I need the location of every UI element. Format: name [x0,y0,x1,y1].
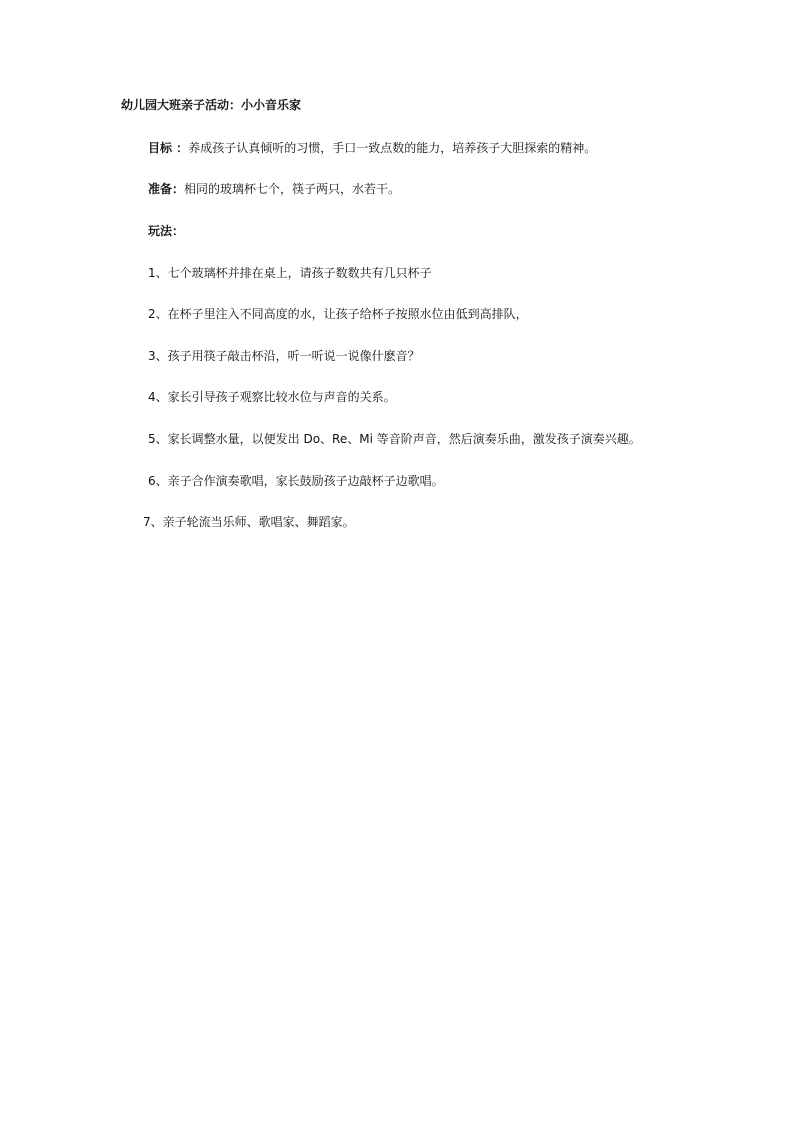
step-item: 6、亲子合作演奏歌唱，家长鼓励孩子边敲杯子边歌唱。 [148,474,444,488]
step-item: 5、家长调整水量，以便发出 Do、Re、Mi 等音阶声音，然后演奏乐曲，激发孩子演奏兴趣。 [148,432,641,446]
step-item: 3、孩子用筷子敲击杯沿，听一听说一说像什麽音？ [148,349,420,363]
goal-text: 养成孩子认真倾听的习惯，手口一致点数的能力，培养孩子大胆探索的精神。 [188,141,597,155]
play-paragraph [148,223,184,239]
step-item: 7、亲子轮流当乐师、歌唱家、舞蹈家。 [143,515,355,529]
play-label: 玩法： [148,224,185,238]
preparation-label: 准备： [148,182,185,196]
preparation-paragraph [148,181,400,197]
step-item: 4、家长引导孩子观察比较水位与声音的关系。 [148,390,396,404]
goal-paragraph [148,140,596,156]
preparation-text: 相同的玻璃杯七个，筷子两只，水若干。 [184,182,401,196]
document-title: 幼儿园大班亲子活动：小小音乐家 [121,98,302,112]
step-item: 2、在杯子里注入不同高度的水，让孩子给杯子按照水位由低到高排队， [148,307,528,321]
step-item: 1、七个玻璃杯并排在桌上，请孩子数数共有几只杯子 [148,266,432,280]
goal-label: 目标 ： [148,141,189,155]
